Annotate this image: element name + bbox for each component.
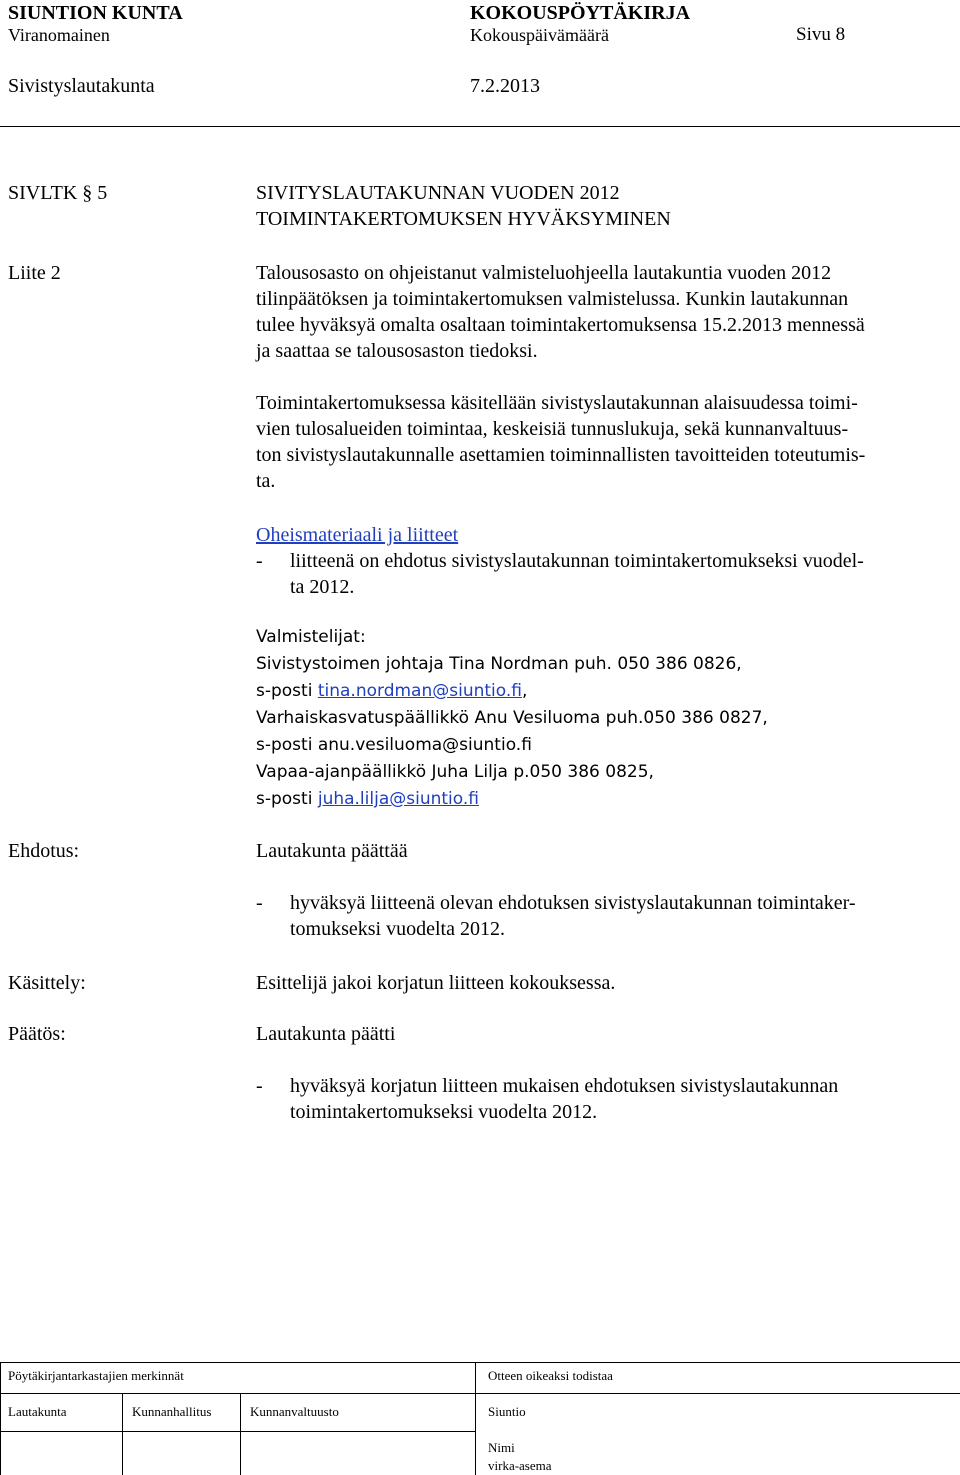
handling-text: Esittelijä jakoi korjatun liitteen kokouksessa.	[256, 972, 616, 994]
decision-text: Lautakunta päätti	[256, 1023, 396, 1045]
para2-line: ta.	[256, 470, 276, 492]
municipality-name: SIUNTION KUNTA	[8, 2, 183, 24]
email-prefix: s-posti	[256, 681, 318, 701]
materials-item-line2: ta 2012.	[290, 576, 355, 598]
proposal-dash: -	[256, 892, 263, 914]
para2-line: Toimintakertomuksessa käsitellään sivistyslautakunnan alaisuudessa toimi-	[256, 392, 858, 414]
para1-line: tulee hyväksyä omalta osaltaan toimintakertomuksensa 15.2.2013 mennessä	[256, 314, 865, 336]
footer-certified-label: Otteen oikeaksi todistaa	[488, 1368, 613, 1383]
footer-mid-rule	[0, 1393, 960, 1394]
footer-col-lautakunta: Lautakunta	[8, 1404, 67, 1419]
para2-line: ton sivistyslautakunnalle asettamien toiminnallisten tavoitteiden toteutumis-	[256, 444, 866, 466]
decision-dash: -	[256, 1075, 263, 1097]
authority-label: Viranomainen	[8, 25, 110, 45]
decision-label: Päätös:	[8, 1023, 66, 1045]
proposal-item-line2: tomukseksi vuodelta 2012.	[290, 918, 505, 940]
email-prefix: s-posti	[256, 789, 318, 809]
footer-col-kunnanvaltuusto: Kunnanvaltuusto	[250, 1404, 339, 1419]
footer-center-divider	[475, 1362, 476, 1475]
footer-name-label: Nimi	[488, 1440, 515, 1455]
meeting-date: 7.2.2013	[470, 75, 540, 97]
preparer3-line: Vapaa-ajanpäällikkö Juha Lilja p.050 386 0825,	[256, 762, 654, 782]
materials-item-line1: liitteenä on ehdotus sivistyslautakunnan toimintakertomukseksi vuodel-	[290, 550, 864, 572]
email-link-tina[interactable]: tina.nordman@siuntio.fi	[317, 681, 522, 701]
footer-title-label: virka-asema	[488, 1458, 552, 1473]
preparer3-email-line	[256, 789, 479, 809]
decision-item-line2: toimintakertomukseksi vuodelta 2012.	[290, 1101, 598, 1123]
page-number: Sivu 8	[796, 24, 846, 45]
item-number: SIVLTK § 5	[8, 182, 108, 204]
preparer1-line: Sivistystoimen johtaja Tina Nordman puh. 050 386 0826,	[256, 654, 742, 674]
email-link-juha[interactable]: juha.lilja@siuntio.fi	[317, 789, 479, 809]
proposal-label: Ehdotus:	[8, 840, 80, 862]
proposal-item-line1: hyväksyä liitteenä olevan ehdotuksen sivistyslautakunnan toimintaker-	[290, 892, 856, 914]
item-title-line2: TOIMINTAKERTOMUKSEN HYVÄKSYMINEN	[256, 208, 671, 230]
proposal-text: Lautakunta päättää	[256, 840, 408, 862]
materials-heading: Oheismateriaali ja liitteet	[256, 524, 459, 546]
preparer1-email-line	[256, 681, 527, 701]
preparers-heading: Valmistelijat:	[256, 627, 366, 647]
para1-line: Talousosasto on ohjeistanut valmisteluohjeella lautakuntia vuoden 2012	[256, 262, 832, 284]
preparer2-email: s-posti anu.vesiluoma@siuntio.fi	[256, 735, 532, 755]
footer-low-rule	[0, 1431, 475, 1432]
para1-line: ja saattaa se talousosaston tiedoksi.	[256, 340, 538, 362]
para2-line: vien tulosalueiden toimintaa, keskeisiä tunnuslukuja, sekä kunnanvaltuus-	[256, 418, 849, 440]
decision-item-line1: hyväksyä korjatun liitteen mukaisen ehdotuksen sivistyslautakunnan	[290, 1075, 839, 1097]
header-divider	[0, 126, 960, 127]
footer-col-kunnanhallitus: Kunnanhallitus	[132, 1404, 212, 1419]
footer-col-divider-2	[240, 1393, 241, 1475]
attachment-label: Liite 2	[8, 262, 61, 284]
footer-checkers-label: Pöytäkirjantarkastajien merkinnät	[8, 1368, 184, 1383]
preparer2-line: Varhaiskasvatuspäällikkö Anu Vesiluoma puh.050 386 0827,	[256, 708, 768, 728]
para1-line: tilinpäätöksen ja toimintakertomuksen valmistelussa. Kunkin lautakunnan	[256, 288, 849, 310]
email-suffix: ,	[521, 681, 528, 701]
document-type: KOKOUSPÖYTÄKIRJA	[470, 2, 691, 24]
materials-dash: -	[256, 550, 263, 572]
footer-top-rule	[0, 1362, 960, 1363]
authority-name: Sivistyslautakunta	[8, 75, 155, 97]
footer-left-border	[0, 1362, 1, 1475]
meeting-date-label: Kokouspäivämäärä	[470, 25, 609, 45]
footer-place: Siuntio	[488, 1404, 526, 1419]
item-title-line1: SIVITYSLAUTAKUNNAN VUODEN 2012	[256, 182, 620, 204]
handling-label: Käsittely:	[8, 972, 86, 994]
footer-col-divider-1	[122, 1393, 123, 1475]
